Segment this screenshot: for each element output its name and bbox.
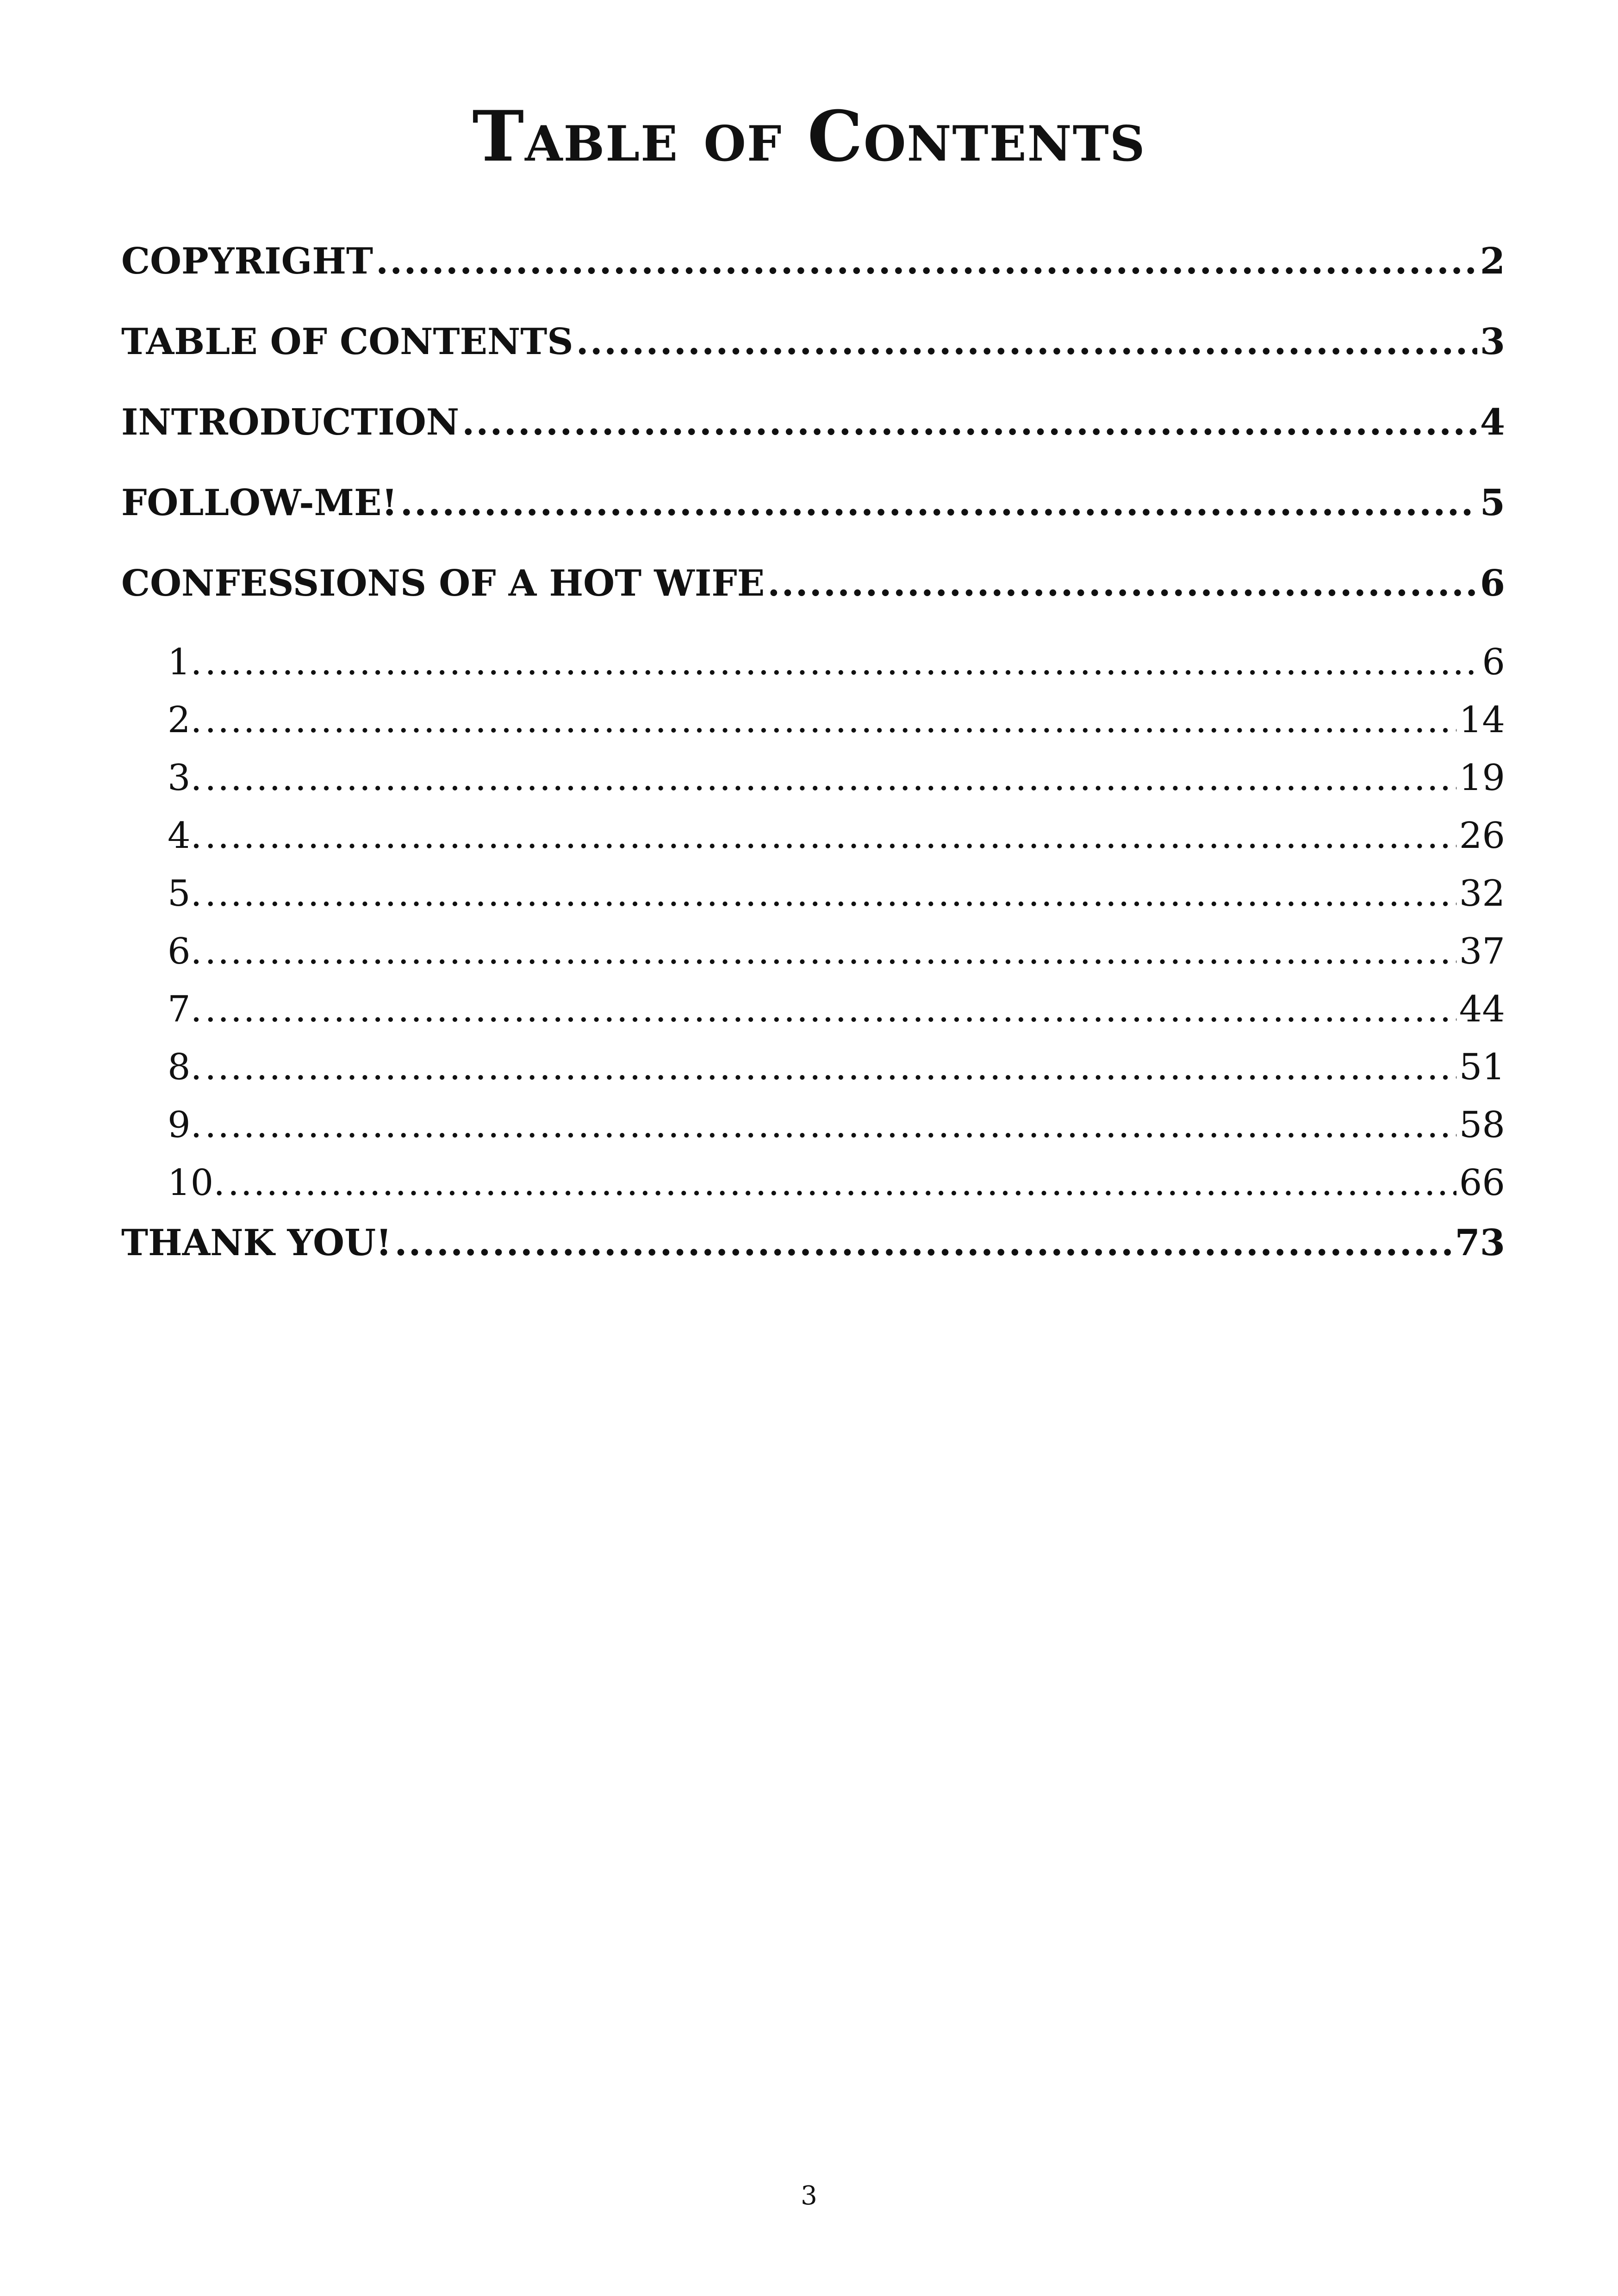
toc-chapter-9[interactable] [121,1104,1505,1146]
toc-chapter-page: 66 [1459,1162,1505,1204]
toc-chapter-label: 5. [168,873,202,915]
dot-leader [205,1046,1456,1088]
toc-entry-table-of-contents[interactable] [121,321,1505,363]
toc-entry-label: THANK YOU! [121,1222,392,1264]
dot-leader [400,482,1477,524]
toc-entry-label: CONFESSIONS OF A HOT WIFE [121,563,765,604]
toc-chapter-page: 58 [1459,1104,1505,1146]
toc-chapter-page: 19 [1459,757,1505,799]
toc-entry-confessions[interactable] [121,563,1505,604]
dot-leader [394,1222,1452,1264]
dot-leader [767,563,1477,604]
toc-chapter-label: 3. [168,757,202,799]
dot-leader [576,321,1477,363]
toc-chapter-page: 37 [1459,931,1505,972]
toc-chapter-page: 26 [1459,815,1505,857]
toc-chapter-6[interactable] [121,931,1505,972]
toc-chapter-8[interactable] [121,1046,1505,1088]
toc-entry-label: INTRODUCTION [121,402,460,443]
toc-entry-follow-me[interactable] [121,482,1505,524]
dot-leader [462,402,1477,443]
toc-chapter-label: 8. [168,1046,202,1088]
toc-chapter-7[interactable] [121,989,1505,1030]
toc-chapter-1[interactable] [121,641,1505,683]
dot-leader [205,641,1479,683]
toc-chapter-label: 7. [168,989,202,1030]
dot-leader [205,699,1456,741]
toc-entry-page: 5 [1480,482,1505,524]
toc-entry-page: 3 [1480,321,1505,363]
toc-entry-thank-you[interactable] [121,1222,1505,1264]
toc-chapter-label: 4. [168,815,202,857]
toc-chapter-3[interactable] [121,757,1505,799]
dot-leader [205,873,1456,915]
toc-chapter-page: 44 [1459,989,1505,1030]
toc-chapter-page: 14 [1459,699,1505,741]
dot-leader [205,757,1456,799]
toc-chapter-label: 6. [168,931,202,972]
dot-leader [205,989,1456,1030]
toc-chapter-5[interactable] [121,873,1505,915]
toc-entry-page: 2 [1480,241,1505,282]
toc-chapter-label: 1. [168,641,202,683]
toc-entry-introduction[interactable] [121,402,1505,443]
toc-entry-label: FOLLOW-ME! [121,482,398,524]
toc-entry-copyright[interactable] [121,241,1505,282]
page-number: 3 [801,2181,817,2211]
table-of-contents [121,241,1505,1303]
toc-chapter-page: 51 [1459,1046,1505,1088]
toc-chapter-4[interactable] [121,815,1505,857]
dot-leader [205,1104,1456,1146]
toc-entry-label: TABLE OF CONTENTS [121,321,573,363]
toc-chapter-label: 9. [168,1104,202,1146]
dot-leader [205,815,1456,857]
toc-chapter-page: 6 [1482,641,1505,683]
dot-leader [376,241,1477,282]
page-title: Table of Contents [472,96,1146,177]
toc-chapter-2[interactable] [121,699,1505,741]
toc-entry-page: 4 [1480,402,1505,443]
toc-chapter-label: 10. [168,1162,225,1204]
toc-entry-label: COPYRIGHT [121,241,373,282]
dot-leader [205,931,1456,972]
toc-chapter-label: 2. [168,699,202,741]
toc-entry-page: 73 [1455,1222,1505,1264]
toc-entry-page: 6 [1480,563,1505,604]
dot-leader [228,1162,1456,1204]
toc-chapter-page: 32 [1459,873,1505,915]
toc-chapter-10[interactable] [121,1162,1505,1204]
